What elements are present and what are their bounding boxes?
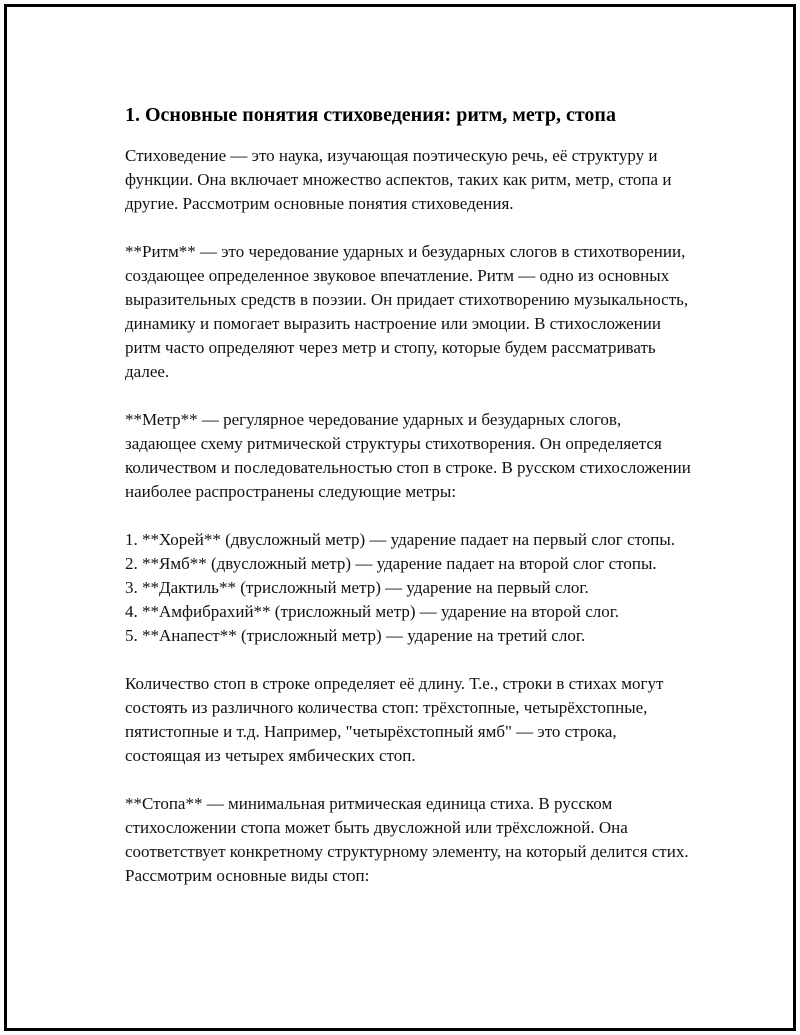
list-item-trochee: 1. **Хорей** (двусложный метр) — ударение падает на первый слог стопы. <box>125 530 676 549</box>
paragraph-line-length: Количество стоп в строке определяет её длину. Т.е., строки в стихах могут состоять из различного количества стоп: трёхстопные, четырёхстопные, пятистопные и т.д. Например, "четырёхстопный ямб" — это строка, состоящая из четырех ямбических стоп. <box>125 674 664 765</box>
list-item-amphibrach: 4. **Амфибрахий** (трисложный метр) — ударение на второй слог. <box>125 602 620 621</box>
list-item-iamb: 2. **Ямб** (двусложный метр) — ударение падает на второй слог стопы. <box>125 554 657 573</box>
paragraph-rhythm: **Ритм** — это чередование ударных и безударных слогов в стихотворении, создающее определенное звуковое впечатление. Ритм — одно из основных выразительных средств в поэзии. Он придает стихотворению музыкальность, динамику и помогает выразить настроение или эмоции. В стихосложении ритм часто определяют через метр и стопу, которые будем рассматривать далее. <box>125 242 689 381</box>
page-frame <box>4 4 796 1031</box>
list-item-anapest: 5. **Анапест** (трисложный метр) — ударение на третий слог. <box>125 626 586 645</box>
section-heading: 1. Основные понятия стиховедения: ритм, метр, стопа <box>125 104 616 126</box>
paragraph-foot: **Стопа** — минимальная ритмическая единица стиха. В русском стихосложении стопа может быть двусложной или трёхсложной. Она соответствует конкретному структурному элементу, на который делится стих. Рассмотрим основные виды стоп: <box>125 794 689 885</box>
paragraph-meter: **Метр** — регулярное чередование ударных и безударных слогов, задающее схему ритмической структуры стихотворения. Он определяется количеством и последовательностью стоп в строке. В русском стихосложении наиболее распространены следующие метры: <box>125 410 691 501</box>
meters-list <box>125 528 695 648</box>
list-item-dactyl: 3. **Дактиль** (трисложный метр) — ударение на первый слог. <box>125 578 589 597</box>
document-body <box>125 102 695 912</box>
paragraph-intro: Стиховедение — это наука, изучающая поэтическую речь, её структуру и функции. Она включает множество аспектов, таких как ритм, метр, стопа и другие. Рассмотрим основные понятия стиховедения. <box>125 146 672 213</box>
